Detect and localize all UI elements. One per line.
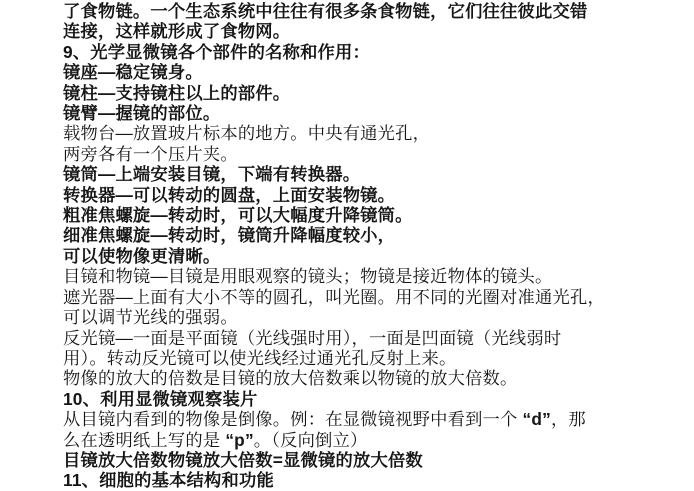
document-text-block <box>63 1 673 491</box>
text-segment-bold: 粗准焦螺旋—转动时，可以大幅度升降镜筒。 <box>63 205 413 226</box>
text-line <box>63 123 673 143</box>
text-segment: 么在透明纸上写的是 <box>63 429 226 450</box>
text-line <box>63 450 673 470</box>
text-line <box>63 62 673 82</box>
text-line <box>63 205 673 225</box>
text-segment: 载物台—放置玻片标本的地方。中央有通光孔， <box>63 123 431 144</box>
text-line <box>63 1 673 21</box>
text-line <box>63 348 673 368</box>
text-segment-bold: 可以使物像更清晰。 <box>63 245 221 266</box>
text-segment-bold: 镜柱—支持镜柱以上的部件。 <box>63 82 291 103</box>
text-segment-bold: 细准焦螺旋—转动时，镜筒升降幅度较小， <box>63 225 396 246</box>
text-segment: 物像的放大的倍数是目镜的放大倍数乘以物镜的放大倍数。 <box>63 368 518 389</box>
text-segment: ，那 <box>550 409 586 430</box>
text-line <box>63 83 673 103</box>
text-segment-bold: 镜筒—上端安装目镜，下端有转换器。 <box>63 164 361 185</box>
text-line <box>63 430 673 450</box>
text-segment-bold: 9、光学显微镜各个部件的名称和作用： <box>63 41 370 62</box>
text-segment-bold: 10、利用显微镜观察装片 <box>63 388 258 409</box>
text-segment: 从目镜内看到的物像是倒像。例：在显微镜视野中看到一个 <box>63 409 523 430</box>
text-line <box>63 307 673 327</box>
text-line <box>63 389 673 409</box>
text-segment: 用）。转动反光镜可以使光线经过通光孔反射上来。 <box>63 347 457 368</box>
text-segment: 可以调节光线的强弱。 <box>63 307 238 328</box>
text-line <box>63 164 673 184</box>
text-segment: 反光镜—一面是平面镜（光线强时用），一面是凹面镜（光线弱时 <box>63 327 562 348</box>
text-line <box>63 185 673 205</box>
text-line <box>63 225 673 245</box>
text-line <box>63 266 673 286</box>
text-line <box>63 103 673 123</box>
text-segment: 目镜和物镜—目镜是用眼观察的镜头；物镜是接近物体的镜头。 <box>63 266 553 287</box>
text-segment: 。（反向倒立） <box>253 429 368 450</box>
text-segment-bold: “d” <box>522 409 551 430</box>
text-segment: 遮光器—上面有大小不等的圆孔，叫光圈。用不同的光圈对准通光孔， <box>63 286 605 307</box>
text-line <box>63 287 673 307</box>
text-line <box>63 246 673 266</box>
text-segment-bold: 了食物链。一个生态系统中往往有很多条食物链，它们往往彼此交错 <box>63 1 588 21</box>
text-segment-bold: 连接，这样就形成了食物网。 <box>63 21 291 42</box>
text-line <box>63 328 673 348</box>
text-segment: 两旁各有一个压片夹。 <box>63 143 238 164</box>
text-line <box>63 470 673 490</box>
text-segment-bold: “p” <box>225 429 254 450</box>
text-segment-bold: 转换器—可以转动的圆盘，上面安装物镜。 <box>63 184 396 205</box>
text-line <box>63 409 673 429</box>
text-segment-bold: 镜臂—握镜的部位。 <box>63 103 221 124</box>
text-segment-bold: 镜座—稳定镜身。 <box>63 62 203 83</box>
text-segment-bold: 11、细胞的基本结构和功能 <box>63 470 274 491</box>
text-line <box>63 42 673 62</box>
text-line <box>63 368 673 388</box>
text-line <box>63 21 673 41</box>
text-segment-bold: 目镜放大倍数物镜放大倍数=显微镜的放大倍数 <box>63 449 423 470</box>
text-line <box>63 144 673 164</box>
